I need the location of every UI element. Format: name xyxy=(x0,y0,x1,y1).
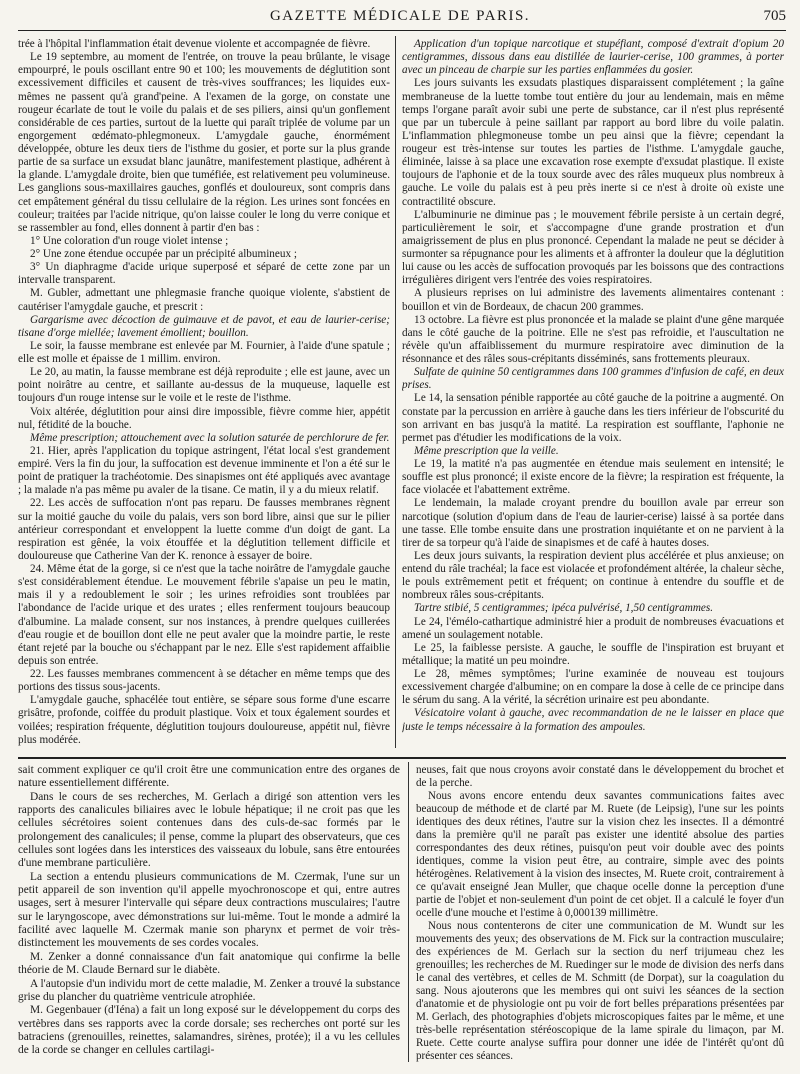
paragraph: Le lendemain, la malade croyant prendre du bouillon avale par erreur son narcotique (solution d'opium dans de l'eau de laurier-cerise) laissé à sa portée dans une tasse. Elle tombe ensuite dans une prostration inquiétante et on ne parvient à la tirer de sa torpeur qu'à l'aide de sinapismes et de café à hautes doses. xyxy=(402,497,784,549)
paragraph: 22. Les accès de suffocation n'ont pas reparu. De fausses membranes règnent sur la moitié gauche du voile du palais, vers son bord libre, ainsi que sur le pilier antérieur correspondant et enveloppent la luette comme d'un doigt de gant. La respiration est gênée, la voix étouffée et la déglutition tellement difficile et douloureuse que Catherine Van der K. renonce à essayer de boire. xyxy=(18,497,390,562)
journal-title: GAZETTE MÉDICALE DE PARIS. xyxy=(269,8,531,24)
paragraph: 21. Hier, après l'application du topique astringent, l'état local s'est grandement empiré. Vers la fin du jour, la suffocation est devenue imminente et l'on a été sur le point de pratiquer la trachéotomie. Des sinapismes ont été appliqués avec avantage ; la malade n'a pas même pu avaler de la tisane. Ce matin, il y a du mieux relatif. xyxy=(18,444,390,497)
column-bottom-right xyxy=(416,764,784,1064)
paragraph: Le 25, la faiblesse persiste. A gauche, le souffle de l'inspiration est bruyant et métallique; la matité un peu moindre. xyxy=(402,641,784,667)
paragraph: Sulfate de quinine 50 centigrammes dans 100 grammes d'infusion de café, en deux prises. xyxy=(402,366,784,392)
paragraph: Nous nous contenterons de citer une communication de M. Wundt sur les mouvements des yeux; des observations de M. Fick sur la contraction musculaire; des expériences de M. Gerlach sur la section du nerf trijumeau chez les grenouilles; les recherches de M. Ruedinger sur le mode de division des nerfs dans le canal des vertèbres, et celles de M. Schmitt (de Dorpat), sur la coagulation du sang. Nous ajouterons que les membres qui ont suivi les séances de la section d'anatomie et de physiologie ont pu voir de fort belles préparations présentées par M. Gerlach, des photographies d'objets microscopiques faites par le même, et une très-belle représentation stéréoscopique de la lame spirale du limaçon, par M. Ruete. Cette courte analyse suffira pour donner une idée de l'intérêt qu'ont dû présenter ces séances. xyxy=(416,920,784,1062)
paragraph: Nous avons encore entendu deux savantes communications faites avec beaucoup de méthode et de clarté par M. Ruete (de Leipsig), l'une sur les points identiques des deux rétines, l'autre sur la vision chez les insectes. Il a démontré dans la première qu'il ne paraît pas exister une identité absolue des parties correspondantes des deux rétines, puisqu'on peut voir double avec des points identiques, comme la vision peut être, au contraire, simple avec des points hétérogènes. Relativement à la vision des insectes, M. Ruete croit, contrairement à ce qu'avait enseigné Jean Muller, que chaque ocelle donne la perception d'une partie de l'objet et non-seulement d'un point de cet objet. Il a calculé le foyer d'un ocelle d'une mouche et l'estime à 0,000139 millimètre. xyxy=(416,790,784,919)
column-divider-top xyxy=(395,36,396,748)
paragraph: neuses, fait que nous croyons avoir constaté dans le développement du brochet et de la perche. xyxy=(416,764,784,789)
paragraph: Les deux jours suivants, la respiration devient plus accélérée et plus anxieuse; on entend du râle trachéal; la face est violacée et profondément altérée, la chaleur sèche, le pouls extrêmement petit et fréquent; on continue à entendre du souffle et de nombreux râles sous-crépitants. xyxy=(402,549,784,602)
column-divider-bottom xyxy=(408,762,409,1062)
paragraph: A plusieurs reprises on lui administre des lavements alimentaires contenant : bouillon et vin de Bordeaux, de chacun 200 grammes. xyxy=(402,287,784,313)
paragraph: Même prescription; attouchement avec la solution saturée de perchlorure de fer. xyxy=(30,431,390,444)
paragraph: Tartre stibié, 5 centigrammes; ipéca pulvérisé, 1,50 centigrammes. xyxy=(414,602,714,615)
header-rule xyxy=(18,30,786,31)
paragraph: 24. Même état de la gorge, si ce n'est que la tache noirâtre de l'amygdale gauche s'est considérablement étendue. Le mouvement fébrile s'apaise un peu le matin, mais il y a redoublement le soir ; les urines refroidies sont troublées par l'abondance de l'acide urique et des urates ; elles renferment toujours beaucoup d'albumine. La malade consent, sur nos instances, à prendre quelques cuillerées d'eau rougie et de bouillon dont elle ne peut avaler que la moindre partie, le reste étant rejeté par la bouche ou s'échappant par le nez. Elle s'est rapidement affaiblie depuis son entrée. xyxy=(18,563,390,667)
paragraph: M. Gubler, admettant une phlegmasie franche quoique violente, s'abstient de cautériser l'amygdale gauche, et prescrit : xyxy=(18,287,390,313)
paragraph: La section a entendu plusieurs communications de M. Czermak, l'une sur un petit appareil de son invention qu'il appelle myochronoscope et qui, entre autres usages, sert à mesurer l'intervalle qui sépare deux contractions musculaires; l'autre sur le laryngoscope, avec démonstrations sur lui-même. Tout le monde a admiré la facilité avec laquelle M. Czermak manie son pharynx et permet de voir très-distinctement les mouvements de ses cordes vocales. xyxy=(18,870,400,950)
running-head xyxy=(0,6,800,28)
column-top-right xyxy=(402,38,784,748)
paragraph: trée à l'hôpital l'inflammation était devenue violente et accompagnée de fièvre. xyxy=(18,38,371,50)
paragraph: Le 19, la matité n'a pas augmentée en étendue mais seulement en intensité; le souffle est plus prononcé; il existe encore de la fièvre; la respiration est fréquente, la face violacée et l'abattement extrême. xyxy=(402,458,784,497)
paragraph: Les jours suivants les exsudats plastiques disparaissent complétement ; la gaîne membraneuse de la luette tombe tout entière du jour au lendemain, mais en même temps l'organe paraît avoir subi une perte de substance, car il n'est plus représenté que par un tubercule à peine saillant par rapport au bord libre du voile palatin. L'inflammation phlegmoneuse tombe un peu ainsi que la fièvre; cependant la rougeur est très-intense sur toutes les parties de l'isthme. L'amygdale gauche, éliminée, laisse à sa place une excavation rose exempte d'exsudat plastique. Il existe toujours de l'aphonie et de la toux sourde avec des râles muqueux plus nombreux à gauche. Le voile du palais est à peu près inerte si ce n'est à droite où existe une contractilité obscure. xyxy=(402,77,784,208)
paragraph: Voix altérée, déglutition pour ainsi dire impossible, fièvre comme hier, appétit nul, fétidité de la bouche. xyxy=(18,405,390,431)
page-number: 705 xyxy=(763,8,786,24)
column-bottom-left xyxy=(18,764,400,1064)
paragraph: 1° Une coloration d'un rouge violet intense ; xyxy=(30,234,229,247)
paragraph: 22. Les fausses membranes commencent à se détacher en même temps que des portions des tissus sous-jacents. xyxy=(18,668,390,694)
paragraph: Le 28, mêmes symptômes; l'urine examinée de nouveau est toujours excessivement chargée d'albumine; on en compare la dose à celle de ce principe dans le sérum du sang. A la vérité, la sécrétion urinaire est peu abondante. xyxy=(402,668,784,707)
paragraph: A l'autopsie d'un individu mort de cette maladie, M. Zenker a trouvé la substance grise du plancher du quatrième ventricule atrophiée. xyxy=(18,977,400,1003)
paragraph: Le soir, la fausse membrane est enlevée par M. Fournier, à l'aide d'une spatule ; elle est molle et épaisse de 1 millim. environ. xyxy=(18,339,390,365)
paragraph: Le 24, l'émélo-cathartique administré hier a produit de nombreuses évacuations et amené un soulagement notable. xyxy=(402,615,784,641)
paragraph: Le 19 septembre, au moment de l'entrée, on trouve la peau brûlante, le visage empourpré, le pouls oscillant entre 90 et 100; les mouvements de déglutition sont excessivement difficiles et causent de très-vives souffrances; les liquides eux-mêmes ne passent qu'à grand'peine. A l'examen de la gorge, on constate une rougeur écarlate de tout le voile du palais et de ses piliers, ainsi qu'un gonflement considérable de ces parties, surtout de la luette qui paraît triplée de volume par un engorgement œdémato-phlegmoneux. L'amygdale gauche, énormément développée, obture les deux tiers de l'isthme du gosier, et porte sur la plus grande partie de sa surface un exsudat blanc jaunâtre, manifestement plastique, adhérent à la glande. L'amygdale droite, bien que tuméfiée, est relativement peu volumineuse. Les ganglions sous-maxillaires gauches, gonflés et douloureux, sont compris dans cet empâtement général du tissu cellulaire de la région. Les urines sont foncées en couleur; traitées par l'acide nitrique, qu'on laisse couler le long du verre conique et se rassembler au fond, elles donnent à partir d'en bas : xyxy=(18,51,390,234)
column-top-left xyxy=(18,38,390,748)
paragraph: M. Zenker a donné connaissance d'un fait anatomique qui confirme la belle théorie de M. Claude Bernard sur le diabète. xyxy=(18,950,400,977)
paragraph: Le 14, la sensation pénible rapportée au côté gauche de la poitrine a augmenté. On constate par la percussion en arrière à gauche dans les tiers inférieur de l'obscurité du son arrivant en bas jusqu'à la matité. La respiration est soufflante, l'aphonie ne permet pas d'étudier les modifications de la voix. xyxy=(402,392,784,444)
paragraph: Dans le cours de ses recherches, M. Gerlach a dirigé son attention vers les rapports des canalicules biliaires avec le lobule hépatique; il ne croit pas que les cellules sécrétoires soient contenues dans des culs-de-sac formés par le prolongement des canalicules; il pense, comme la plupart des observateurs, que ces cellules sont logées dans les interstices des vaisseaux du lobule, sans être entourées d'une membrane particulière. xyxy=(18,790,400,870)
paragraph: Même prescription que la veille. xyxy=(414,444,559,457)
paragraph: L'amygdale gauche, sphacélée tout entière, se sépare sous forme d'une escarre grisâtre, profonde, coiffée du produit plastique. Voix et toux également sourdes et voilées; respiration fréquente, déglutition toujours douloureuse, appétit nul, fièvre plus modérée. xyxy=(18,694,390,746)
paragraph: M. Gegenbauer (d'Iéna) a fait un long exposé sur le développement du corps des vertèbres dans ses rapports avec la corde dorsale; ses recherches ont porté sur les batraciens (grenouilles, reinettes, salamandres, sirènes, protée); il a vu les cellules de la corde se changer en cellules cartilagi- xyxy=(18,1004,400,1057)
paragraph: sait comment expliquer ce qu'il croit être une communication entre des organes de nature essentiellement différente. xyxy=(18,764,400,790)
paragraph: Le 20, au matin, la fausse membrane est déjà reproduite ; elle est jaune, avec un point noirâtre au centre, et saillante au-dessus de la muqueuse, laquelle est toujours d'un rouge intense sur le voile et le reste de l'isthme. xyxy=(18,366,390,405)
paragraph: Vésicatoire volant à gauche, avec recommandation de ne le laisser en place que juste le temps nécessaire à la formation des ampoules. xyxy=(402,707,784,733)
paragraph: L'albuminurie ne diminue pas ; le mouvement fébrile persiste à un certain degré, particulièrement le soir, et s'accompagne d'une grande prostration et d'un amaigrissement de plus en plus prononcé. Cependant la malade ne peut se décider à surmonter sa répugnance pour les aliments et à affronter la douleur que la déglutition lui cause ou les accès de suffocation provoqués par les boissons que des contractions irrégulières dirigent vers l'entrée des voies respiratoires. xyxy=(402,208,784,287)
section-divider xyxy=(18,757,786,759)
paragraph: 3° Un diaphragme d'acide urique superposé et séparé de cette zone par un intervalle transparent. xyxy=(18,261,390,287)
paragraph: Gargarisme avec décoction de guimauve et de pavot, et eau de laurier-cerise; tisane d'orge miellée; lavement émollient; bouillon. xyxy=(18,313,390,339)
paragraph: 2° Une zone étendue occupée par un précipité albumineux ; xyxy=(30,248,297,260)
paragraph: Application d'un topique narcotique et stupéfiant, composé d'extrait d'opium 20 centigrammes, dissous dans eau distillée de laurier-cerise, 100 grammes, à porter avec un pinceau de charpie sur les parties enflammées du gosier. xyxy=(402,38,784,77)
paragraph: 13 octobre. La fièvre est plus prononcée et la malade se plaint d'une gêne marquée dans le côté gauche de la poitrine. Elle ne s'est pas refroidie, et l'auscultation ne révèle qu'un affaiblissement du murmure respiratoire avec diminution de la résonnance et des râles sous-crépitants disséminés, sans frottements pleuraux. xyxy=(402,313,784,365)
